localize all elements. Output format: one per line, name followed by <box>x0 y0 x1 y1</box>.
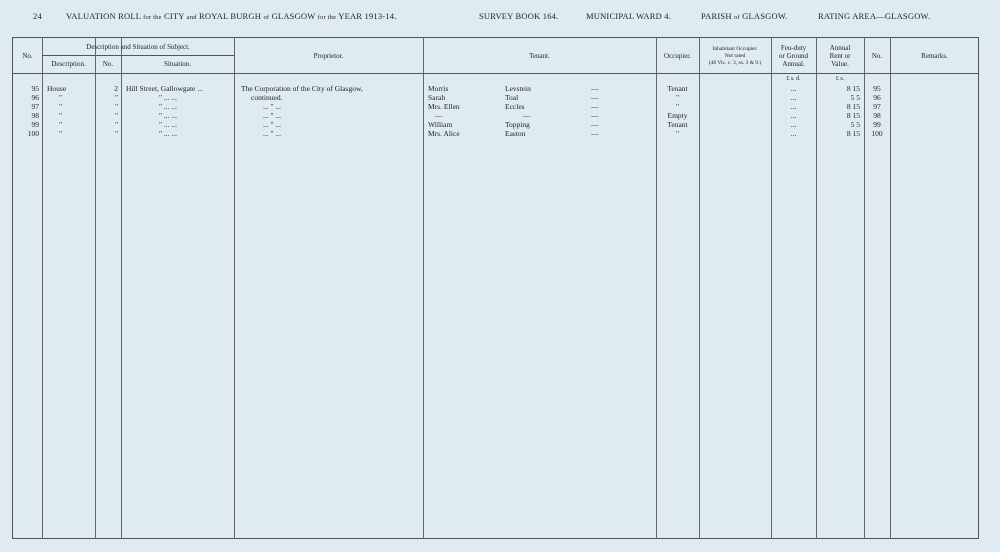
table-cell: 100 <box>27 129 39 138</box>
table-cell: Rent or <box>829 52 851 60</box>
parish <box>701 11 788 21</box>
table-rule <box>13 73 979 74</box>
table-cell: " ... ... <box>159 129 178 138</box>
col-annual-rent <box>816 44 864 68</box>
table-rule <box>423 38 424 538</box>
table-cell: Annual <box>829 44 851 52</box>
table-cell: — <box>591 102 599 111</box>
page-number: 24 <box>33 11 42 21</box>
table-cell: of <box>263 14 270 21</box>
rent-units: £ s. <box>835 76 845 82</box>
col-feu-duty <box>771 44 816 68</box>
table-cell: ... <box>790 120 797 129</box>
table-cell: and <box>186 14 197 21</box>
table-rule <box>42 38 43 538</box>
table-rule <box>890 38 891 538</box>
table-cell: " <box>675 129 680 138</box>
rating-area: RATING AREA—GLASGOW. <box>818 11 931 21</box>
col-situation: Situation. <box>163 60 192 68</box>
table-cell: Topping <box>505 120 530 129</box>
table-cell: Feu-duty <box>780 44 807 52</box>
table-cell: " ... ... <box>159 102 178 111</box>
feu-units: £ s. d. <box>786 76 801 82</box>
table-cell: for the <box>143 14 162 21</box>
col-no: No. <box>22 52 33 60</box>
col-description: Description. <box>51 60 86 68</box>
table-cell: ... <box>790 84 797 93</box>
table-cell: Morris <box>428 84 449 93</box>
col-inhabitant <box>699 46 771 67</box>
table-cell: 95 <box>31 84 39 93</box>
table-cell: 8 15 <box>846 84 860 93</box>
table-cell: Hill Street, Gallowgate ... <box>126 84 203 93</box>
table-cell: Easton <box>505 129 526 138</box>
table-cell: ... " ... <box>263 111 282 120</box>
table-cell: " <box>59 120 63 129</box>
table-cell: Annual. <box>782 60 805 68</box>
table-cell: " <box>114 93 118 102</box>
table-cell: 96 <box>31 93 39 102</box>
table-cell: ... <box>790 93 797 102</box>
table-cell: Mrs. Alice <box>428 129 460 138</box>
table-cell: — <box>591 84 599 93</box>
table-cell: ROYAL BURGH <box>199 11 262 21</box>
table-cell: or Ground <box>779 52 808 60</box>
table-cell: 99 <box>31 120 39 129</box>
table-rule <box>42 55 234 56</box>
table-cell: " ... ... <box>159 120 178 129</box>
table-cell: Inhabitant Occupier. <box>712 46 758 52</box>
table-cell: ... <box>790 111 797 120</box>
table-cell: Levstein <box>505 84 531 93</box>
table-cell: ... " ... <box>263 120 282 129</box>
table-cell: for the <box>317 14 337 21</box>
col-tenant: Tenant. <box>529 52 550 60</box>
table-cell: ... " ... <box>263 129 282 138</box>
table-cell: " <box>59 93 63 102</box>
table-cell: " <box>114 111 118 120</box>
table-cell: GLASGOW. <box>742 11 788 21</box>
table-cell: ... " ... <box>263 102 282 111</box>
table-cell: 97 <box>873 102 881 111</box>
table-cell: " ... ... <box>159 111 178 120</box>
table-cell: GLASGOW <box>271 11 316 21</box>
col-no2: No. <box>102 60 114 68</box>
table-cell: Mrs. Ellen <box>428 102 460 111</box>
table-cell: 97 <box>31 102 39 111</box>
table-cell: YEAR 1913-14. <box>338 11 397 21</box>
table-cell: CITY <box>164 11 185 21</box>
table-rule <box>699 38 700 538</box>
table-cell: ... <box>790 129 797 138</box>
table-cell: " <box>675 102 680 111</box>
table-cell: (48 Vic. c. 3, ss. 3 & 9.) <box>708 60 762 66</box>
table-cell: 8 15 <box>846 102 860 111</box>
table-rule <box>234 38 235 538</box>
roll-title <box>66 11 397 21</box>
table-cell: Tenant <box>667 84 688 93</box>
table-cell: — <box>591 120 599 129</box>
table-cell: 2 <box>114 84 118 93</box>
table-cell: 5 5 <box>850 93 860 102</box>
table-rule <box>121 38 122 538</box>
table-cell: 98 <box>873 111 881 120</box>
table-cell: Empty <box>667 111 688 120</box>
table-cell: Toal <box>505 93 519 102</box>
table-cell: 5 5 <box>850 120 860 129</box>
table-cell: 95 <box>873 84 881 93</box>
table-cell: continued. <box>251 93 283 102</box>
survey-book: SURVEY BOOK 164. <box>479 11 559 21</box>
valuation-table <box>12 37 979 539</box>
table-cell: Tenant <box>667 120 688 129</box>
table-cell: — <box>435 111 443 120</box>
table-cell: " ... ... <box>159 93 178 102</box>
table-cell: — <box>523 111 531 120</box>
table-cell: PARISH <box>701 11 732 21</box>
table-cell: 8 15 <box>846 111 860 120</box>
table-cell: 99 <box>873 120 881 129</box>
table-cell: " <box>114 120 118 129</box>
table-cell: — <box>591 129 599 138</box>
table-cell: " <box>59 102 63 111</box>
table-cell: 96 <box>873 93 881 102</box>
table-cell: Eccles <box>505 102 525 111</box>
col-no3: No. <box>871 52 883 60</box>
col-occupier: Occupier. <box>663 52 691 60</box>
table-cell: House <box>47 84 67 93</box>
table-cell: ... <box>790 102 797 111</box>
table-cell: " <box>59 111 63 120</box>
table-cell: William <box>428 120 453 129</box>
table-cell: Sarah <box>428 93 446 102</box>
table-cell: 8 15 <box>846 129 860 138</box>
table-cell: of <box>733 14 740 21</box>
table-cell: The Corporation of the City of Glasgow, <box>241 84 363 93</box>
table-cell: 98 <box>31 111 39 120</box>
col-remarks: Remarks. <box>921 52 948 60</box>
table-cell: " <box>114 129 118 138</box>
table-cell: " <box>114 102 118 111</box>
table-cell: — <box>591 111 599 120</box>
table-cell: — <box>591 93 599 102</box>
table-cell: 100 <box>871 129 883 138</box>
municipal-ward: MUNICIPAL WARD 4. <box>586 11 672 21</box>
table-cell: VALUATION ROLL <box>66 11 141 21</box>
table-cell: Value. <box>831 60 849 68</box>
table-cell: Not rated <box>724 53 746 59</box>
table-cell: " <box>675 93 680 102</box>
col-desc-group: Description and Situation of Subject. <box>86 43 190 51</box>
table-cell: " <box>59 129 63 138</box>
col-proprietor: Proprietor. <box>313 52 344 60</box>
